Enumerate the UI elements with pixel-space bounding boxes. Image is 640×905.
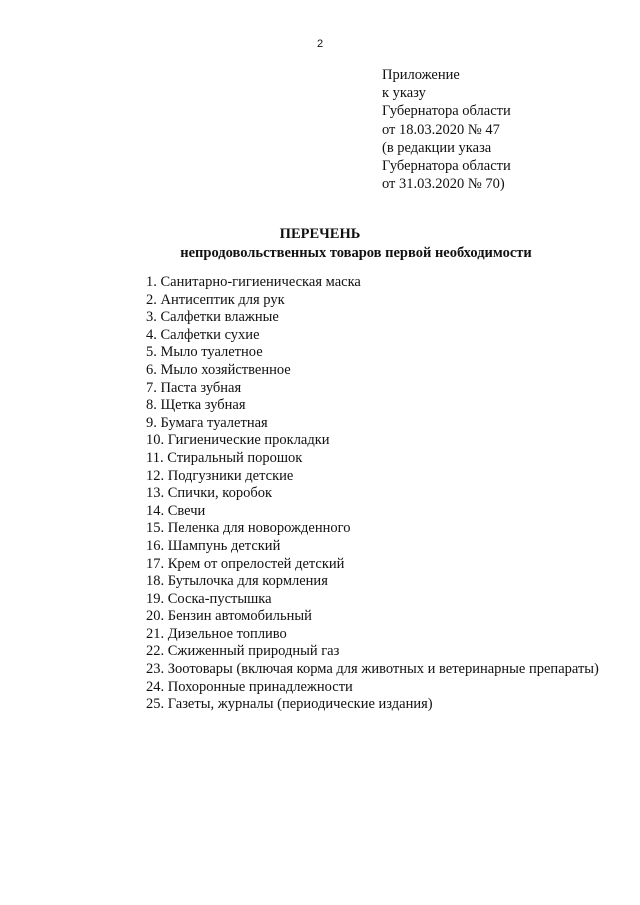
heading-title: ПЕРЕЧЕНЬ [279, 226, 361, 242]
document-heading [0, 225, 640, 263]
list-item: 3. Салфетки влажные [146, 309, 279, 326]
appendix-line: (в редакции указа [382, 139, 492, 156]
list-item: 6. Мыло хозяйственное [146, 361, 291, 378]
list-item: 15. Пеленка для новорожденного [146, 520, 351, 537]
appendix-line: от 31.03.2020 № 70) [382, 176, 505, 193]
list-item: 22. Сжиженный природный газ [146, 643, 340, 660]
appendix-line: Приложение [382, 67, 460, 83]
list-item: 14. Свечи [146, 502, 206, 519]
list-item: 19. Соска-пустышка [146, 590, 272, 607]
list-item: 4. Салфетки сухие [146, 326, 260, 343]
appendix-line: от 18.03.2020 № 47 [382, 121, 500, 138]
appendix-line: Губернатора области [382, 103, 511, 120]
list-item: 21. Дизельное топливо [146, 625, 287, 642]
appendix-line: Губернатора области [382, 158, 511, 175]
list-item: 13. Спички, коробок [146, 485, 273, 502]
list-item: 10. Гигиенические прокладки [146, 432, 330, 449]
list-item: 8. Щетка зубная [146, 397, 246, 414]
list-item: 9. Бумага туалетная [146, 414, 268, 431]
list-item: 2. Антисептик для рук [146, 291, 285, 308]
list-item: 5. Мыло туалетное [146, 344, 263, 361]
list-item: 12. Подгузники детские [146, 467, 294, 484]
appendix-line: к указу [382, 85, 426, 102]
list-item: 16. Шампунь детский [146, 537, 281, 554]
list-item: 25. Газеты, журналы (периодические издания) [146, 696, 433, 713]
list-item: 11. Стиральный порошок [146, 449, 303, 466]
appendix-block [382, 66, 511, 193]
list-item: 20. Бензин автомобильный [146, 608, 312, 625]
goods-list [118, 274, 612, 714]
page-number: 2 [316, 38, 324, 50]
list-item: 17. Крем от опрелостей детский [146, 555, 345, 572]
list-item: 18. Бутылочка для кормления [146, 573, 328, 590]
list-item: 23. Зоотовары (включая корма для животных и ветеринарные препараты) [146, 661, 599, 678]
heading-subtitle: непродовольственных товаров первой необходимости [180, 245, 532, 261]
list-item: 24. Похоронные принадлежности [146, 678, 353, 695]
list-item: 7. Паста зубная [146, 379, 242, 396]
list-item: 1. Санитарно-гигиеническая маска [146, 274, 361, 290]
